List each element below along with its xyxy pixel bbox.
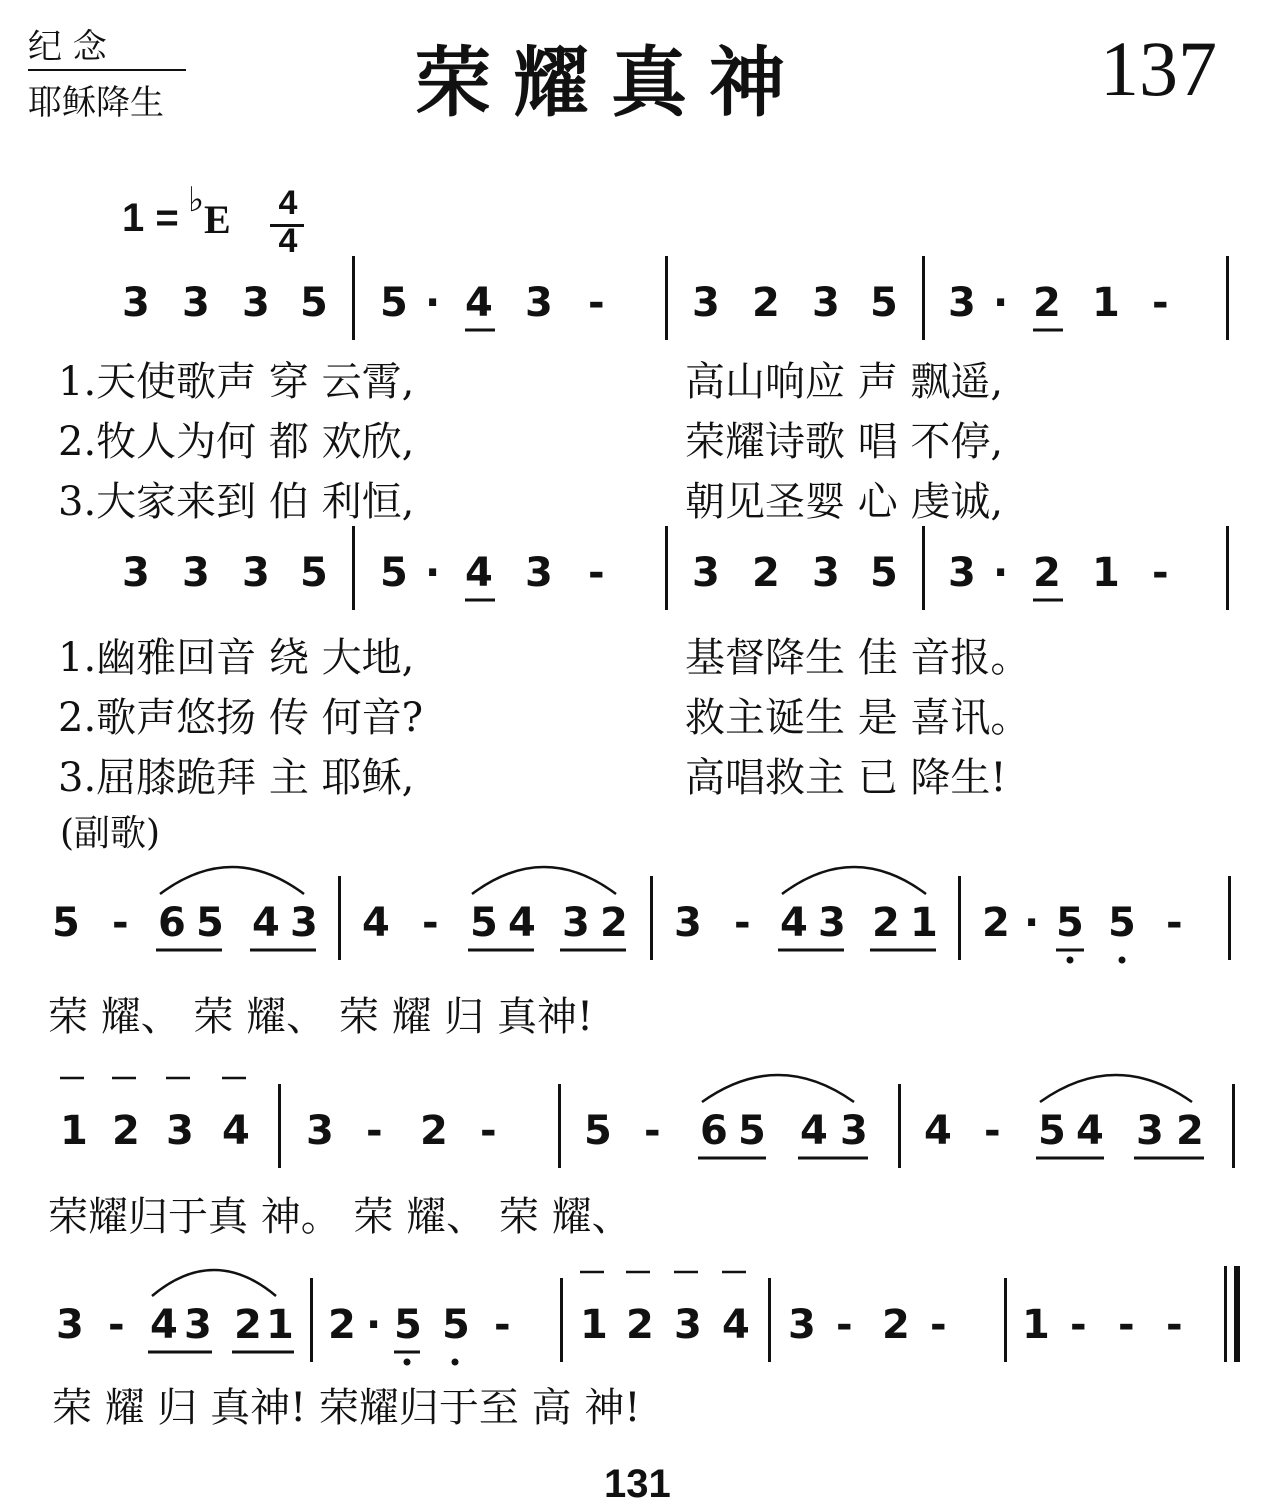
key-prefix: 1 = [122, 196, 179, 240]
note: 3 [692, 280, 720, 326]
dash: - [366, 1108, 383, 1154]
note: 1 [266, 1302, 294, 1348]
lyric-verse-line: 1.天使歌声 穿 云霄, [58, 359, 415, 405]
note: 3 [788, 1302, 816, 1348]
category-divider [28, 69, 186, 71]
note: 3 [525, 280, 553, 326]
lyric-verse-line: 朝见圣婴 心 虔诚, [685, 479, 1004, 525]
note: 5 [196, 900, 224, 946]
note: 2 [752, 280, 780, 326]
note: 1 [910, 900, 938, 946]
dot: · [366, 1302, 382, 1348]
lyric-verse-line: 2.牧人为何 都 欢欣, [58, 419, 415, 465]
note: 3 [818, 900, 846, 946]
dash: - [1152, 280, 1169, 326]
note: 3 [840, 1108, 868, 1154]
note: 3 [812, 280, 840, 326]
note: 2 [1176, 1108, 1204, 1154]
category-label: 纪 念 [28, 27, 107, 67]
key-note: E [204, 197, 231, 242]
time-signature-top: 4 [278, 184, 298, 222]
dash: - [1118, 1302, 1135, 1348]
staff-chorus-1 [0, 890, 1280, 970]
dash: - [494, 1302, 511, 1348]
note: 4 [362, 900, 390, 946]
dash: - [734, 900, 751, 946]
dash: - [1152, 550, 1169, 596]
dash: - [588, 280, 605, 326]
lyric-verse-line: 3.大家来到 伯 利恒, [58, 479, 415, 525]
note: 4 [800, 1108, 828, 1154]
note: 5 [380, 550, 408, 596]
slurs-and-underlines [0, 1098, 1280, 1178]
lyric-verse-line: 高唱救主 已 降生! [685, 755, 1007, 801]
note: 3 [674, 900, 702, 946]
note: 1 [580, 1302, 608, 1348]
note: 5 [1038, 1108, 1066, 1154]
note: 5 [870, 550, 898, 596]
dash: - [1166, 1302, 1183, 1348]
note: 2 [234, 1302, 262, 1348]
note: 2 [626, 1302, 654, 1348]
lyric-chorus-line: 荣 耀、 荣 耀、 荣 耀 归 真神! [48, 994, 594, 1040]
note: 2 [1033, 550, 1061, 596]
dash: - [930, 1302, 947, 1348]
note: 3 [692, 550, 720, 596]
note: 2 [600, 900, 628, 946]
note: 4 [508, 900, 536, 946]
dot: · [1024, 900, 1040, 946]
note: 3 [166, 1108, 194, 1154]
note: 1 [1022, 1302, 1050, 1348]
lyric-verse-line: 基督降生 佳 音报。 [685, 635, 1031, 681]
slurs-and-underlines [0, 890, 1280, 970]
staff-chorus-2 [0, 1098, 1280, 1178]
dash: - [112, 900, 129, 946]
note: 5 [870, 280, 898, 326]
dash: - [108, 1302, 125, 1348]
lyric-verse-line: 高山响应 声 飘遥, [685, 359, 1004, 405]
note: 1 [1092, 280, 1120, 326]
dot: · [993, 550, 1009, 596]
note: 2 [1033, 280, 1061, 326]
note: 3 [242, 550, 270, 596]
note: 2 [872, 900, 900, 946]
page-number: 131 [604, 1462, 671, 1506]
flat-symbol: ♭ [188, 180, 205, 220]
lyric-verse-line: 荣耀诗歌 唱 不停, [685, 419, 1004, 465]
note: 3 [242, 280, 270, 326]
note: 2 [328, 1302, 356, 1348]
note: 1 [60, 1108, 88, 1154]
dash: - [836, 1302, 853, 1348]
note: 5 [300, 550, 328, 596]
staff-chorus-3 [0, 1292, 1280, 1372]
note: 3 [122, 280, 150, 326]
note: 4 [465, 280, 493, 326]
note: 3 [948, 550, 976, 596]
dot: · [993, 280, 1009, 326]
note: 5 [584, 1108, 612, 1154]
note: 5 [380, 280, 408, 326]
note: 1 [1092, 550, 1120, 596]
note: 3 [306, 1108, 334, 1154]
underlines [0, 540, 1280, 620]
note: 2 [112, 1108, 140, 1154]
note: 5 [1108, 900, 1136, 946]
note: 4 [465, 550, 493, 596]
note: 4 [222, 1108, 250, 1154]
lyric-verse-line: 救主诞生 是 喜讯。 [685, 695, 1031, 741]
slurs-and-underlines [0, 1292, 1280, 1372]
chorus-label: (副歌) [60, 813, 161, 854]
lyric-verse-line: 3.屈膝跪拜 主 耶稣, [58, 755, 415, 801]
staff-verse-2 [0, 540, 1280, 620]
note: 3 [122, 550, 150, 596]
note: 2 [420, 1108, 448, 1154]
note: 4 [150, 1302, 178, 1348]
note: 4 [722, 1302, 750, 1348]
note: 3 [182, 280, 210, 326]
dot: · [425, 550, 441, 596]
note: 3 [674, 1302, 702, 1348]
hymn-title: 荣耀真神 [415, 38, 807, 127]
note: 5 [52, 900, 80, 946]
dash: - [644, 1108, 661, 1154]
note: 3 [290, 900, 318, 946]
category-sublabel: 耶稣降生 [28, 83, 164, 123]
note: 5 [738, 1108, 766, 1154]
note: 2 [982, 900, 1010, 946]
note: 4 [1076, 1108, 1104, 1154]
lyric-verse-line: 1.幽雅回音 绕 大地, [58, 635, 415, 681]
lyric-chorus-line: 荣 耀 归 真神! 荣耀归于至 高 神! [52, 1385, 641, 1431]
note: 3 [56, 1302, 84, 1348]
note: 2 [752, 550, 780, 596]
dash: - [1070, 1302, 1087, 1348]
note: 4 [924, 1108, 952, 1154]
note: 3 [948, 280, 976, 326]
note: 5 [470, 900, 498, 946]
dash: - [588, 550, 605, 596]
note: 4 [252, 900, 280, 946]
dash: - [1166, 900, 1183, 946]
note: 3 [525, 550, 553, 596]
dash: - [984, 1108, 1001, 1154]
dot: · [425, 280, 441, 326]
note: 3 [1136, 1108, 1164, 1154]
dash: - [422, 900, 439, 946]
note: 4 [780, 900, 808, 946]
note: 5 [442, 1302, 470, 1348]
staff-verse-1 [0, 270, 1280, 350]
note: 2 [882, 1302, 910, 1348]
hymn-number: 137 [1100, 25, 1217, 112]
note: 5 [394, 1302, 422, 1348]
note: 5 [300, 280, 328, 326]
note: 3 [812, 550, 840, 596]
lyric-chorus-line: 荣耀归于真 神。 荣 耀、 荣 耀、 [48, 1194, 632, 1240]
time-signature-bottom: 4 [278, 222, 298, 260]
note: 3 [184, 1302, 212, 1348]
dash: - [480, 1108, 497, 1154]
note: 3 [562, 900, 590, 946]
note: 6 [700, 1108, 728, 1154]
note: 6 [158, 900, 186, 946]
note: 5 [1056, 900, 1084, 946]
lyric-verse-line: 2.歌声悠扬 传 何音? [58, 695, 424, 741]
underlines [0, 270, 1280, 350]
note: 3 [182, 550, 210, 596]
